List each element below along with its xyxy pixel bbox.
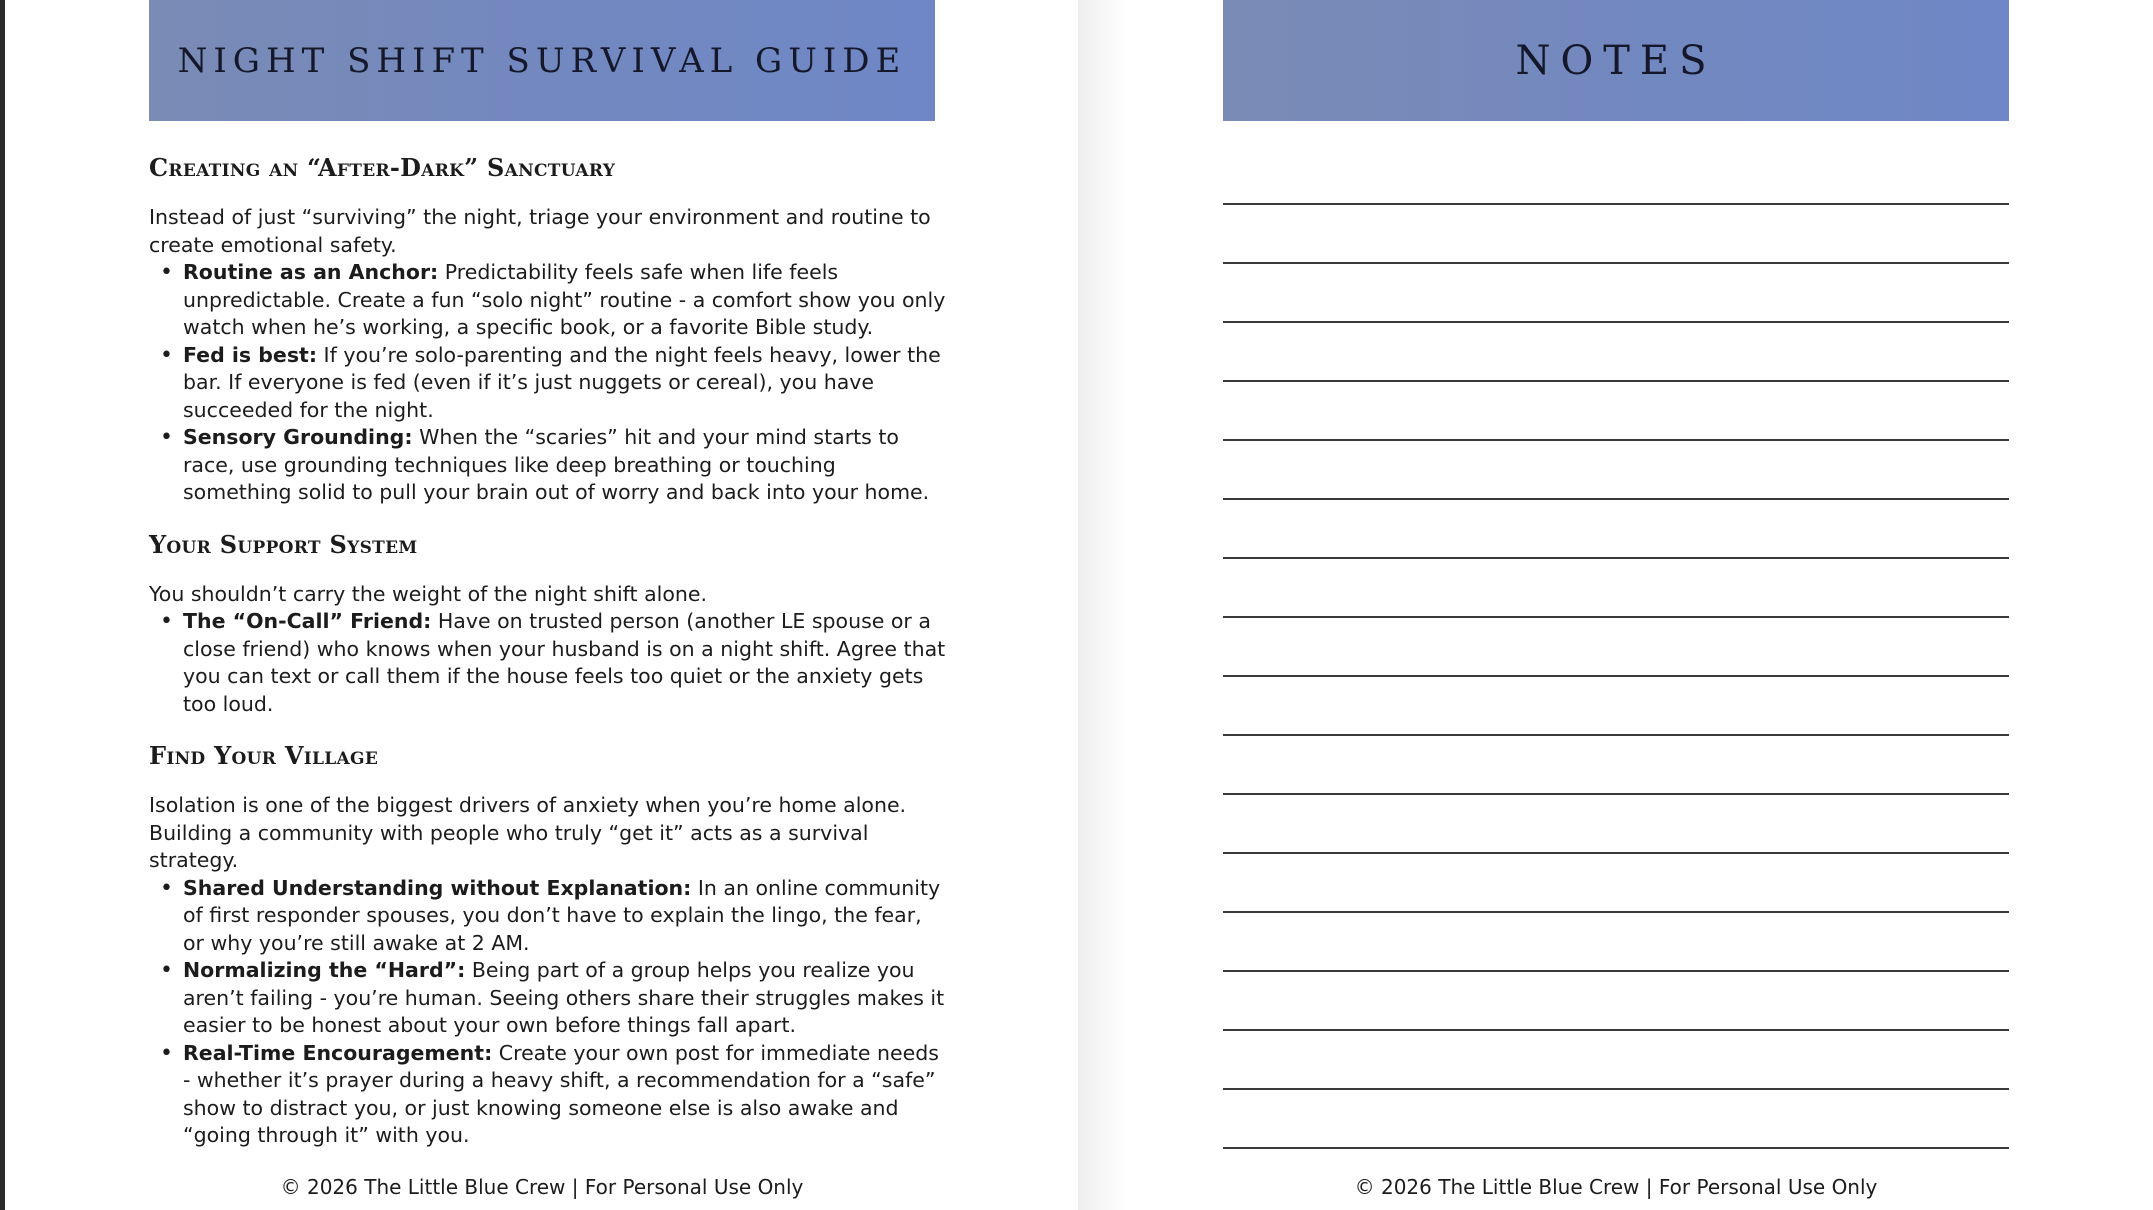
- note-line: [1223, 854, 2009, 913]
- bullet-text: In an online community of first responder spouses, you don’t have to explain the lingo, the fear, or why you’re still awake at 2 AM.: [183, 875, 941, 955]
- section-intro: Isolation is one of the biggest drivers of anxiety when you’re home alone. Building a community with people who truly “get it” acts as a survival strategy.: [149, 793, 907, 872]
- bullet-term: Sensory Grounding:: [183, 425, 413, 449]
- note-line: [1223, 913, 2009, 972]
- section-heading-sanctuary: Creating an “After-Dark” Sanctuary: [149, 153, 616, 182]
- note-line: [1223, 736, 2009, 795]
- list-item: [149, 424, 949, 507]
- bullet-list: [149, 259, 949, 507]
- notes-title: NOTES: [1515, 37, 1717, 84]
- note-line: [1223, 323, 2009, 382]
- note-line: [1223, 1090, 2009, 1149]
- notes-page: [1128, 0, 2153, 1210]
- bullet-term: Routine as an Anchor:: [183, 260, 439, 284]
- bullet-list: [149, 608, 949, 718]
- bullet-term: The “On-Call” Friend:: [183, 609, 432, 633]
- notes-title-banner: [1223, 0, 2009, 121]
- section-heading-support: Your Support System: [149, 529, 418, 559]
- note-line: [1223, 500, 2009, 559]
- list-item: [149, 875, 949, 958]
- list-item: [149, 1040, 949, 1150]
- bullet-term: Normalizing the “Hard”:: [183, 958, 466, 982]
- guide-title: NIGHT SHIFT SURVIVAL GUIDE: [177, 40, 907, 81]
- bullet-text: Create your own post for immediate needs - whether it’s prayer during a heavy shift, a recommendation for a “safe” show to distract you, or just knowing someone else is also awake and “going through it” with you.: [183, 1040, 939, 1147]
- guide-page: [5, 0, 1078, 1210]
- bullet-term: Fed is best:: [183, 342, 318, 367]
- bullet-text: If you’re solo-parenting and the night feels heavy, lower the bar. If everyone is fed (even if it’s just nuggets or cereal), you have succeeded for the night.: [183, 342, 941, 422]
- guide-content: [149, 150, 949, 1170]
- note-line: [1223, 382, 2009, 441]
- page-footer: © 2026 The Little Blue Crew | For Personal Use Only: [1354, 1175, 1878, 1199]
- page-footer: © 2026 The Little Blue Crew | For Personal Use Only: [280, 1175, 804, 1199]
- note-line: [1223, 618, 2009, 677]
- page-gutter: [1078, 0, 1128, 1210]
- section-intro: Instead of just “surviving” the night, triage your environment and routine to create emotional safety.: [149, 205, 931, 257]
- note-line: [1223, 264, 2009, 323]
- bullet-text: Have on trusted person (another LE spouse or a close friend) who knows when your husband is on a night shift. Agree that you can text or call them if the house feels too quiet or the anxiety gets too loud.: [183, 609, 946, 716]
- list-item: [149, 957, 949, 1040]
- section-intro: You shouldn’t carry the weight of the night shift alone.: [149, 581, 707, 606]
- bullet-term: Shared Understanding without Explanation:: [183, 875, 692, 900]
- note-line: [1223, 1031, 2009, 1090]
- list-item: [149, 342, 949, 425]
- list-item: [149, 259, 949, 342]
- note-lines: [1223, 203, 2009, 1149]
- note-line: [1223, 972, 2009, 1031]
- guide-title-banner: [149, 0, 935, 121]
- bullet-text: Predictability feels safe when life feels unpredictable. Create a fun “solo night” routine - a comfort show you only watch when he’s working, a specific book, or a favorite Bible study.: [183, 260, 946, 339]
- bullet-list: [149, 875, 949, 1150]
- bullet-term: Real-Time Encouragement:: [183, 1040, 493, 1065]
- note-line: [1223, 441, 2009, 500]
- bullet-text: Being part of a group helps you realize you aren’t failing - you’re human. Seeing others share their struggles makes it easier to be honest about your own before things fall apart.: [183, 958, 945, 1037]
- note-line: [1223, 559, 2009, 618]
- section-heading-village: Find Your Village: [149, 741, 379, 770]
- note-line: [1223, 795, 2009, 854]
- list-item: [149, 608, 949, 718]
- bullet-text: When the “scaries” hit and your mind starts to race, use grounding techniques like deep breathing or touching something solid to pull your brain out of worry and back into your home.: [183, 425, 930, 504]
- note-line: [1223, 205, 2009, 264]
- note-line: [1223, 677, 2009, 736]
